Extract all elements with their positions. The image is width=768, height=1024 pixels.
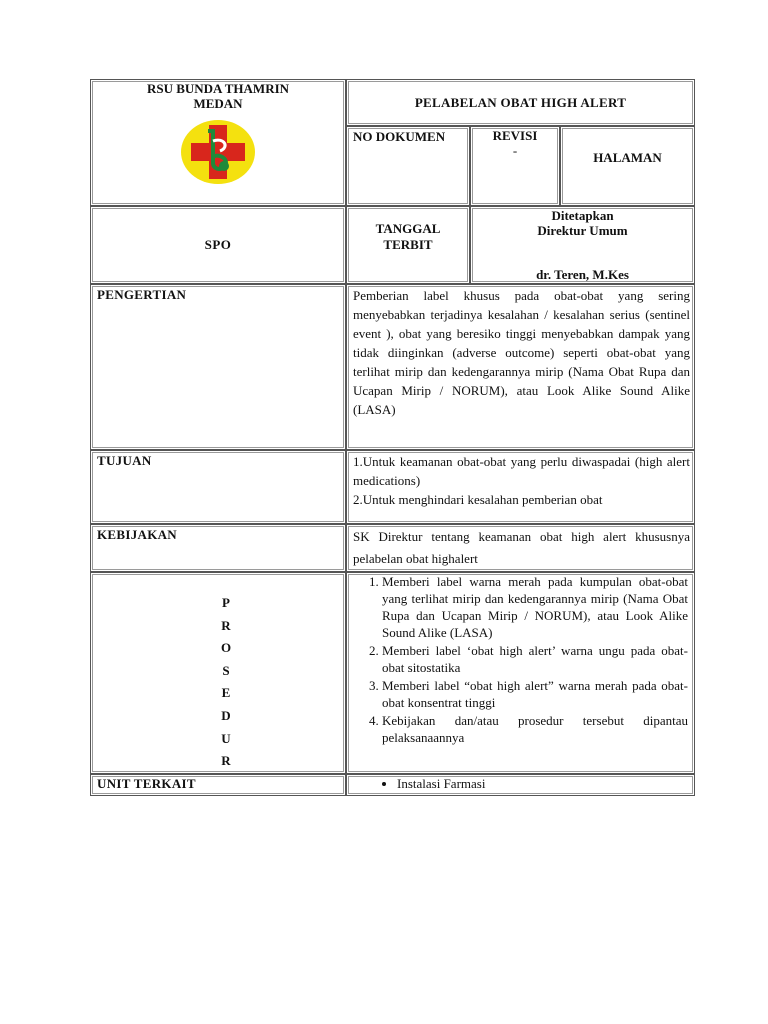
pengertian-label-cell [90, 284, 346, 450]
kebijakan-label-cell [90, 524, 346, 572]
signatory-name: dr. Teren, M.Kes [536, 267, 629, 282]
kebijakan-text: SK Direktur tentang keamanan obat high alert khususnya pelabelan obat highalert [353, 529, 690, 566]
unit-terkait-label: UNIT TERKAIT [97, 775, 196, 791]
unit-terkait-list [347, 775, 694, 793]
hospital-header-cell [90, 79, 346, 206]
tujuan-label-cell [90, 450, 346, 524]
ditetapkan-cell [470, 206, 695, 284]
prosedur-step: 4. Kebijakan dan/atau prosedur tersebut dipantau pelaksanaannya [382, 712, 688, 746]
unit-terkait-cell [346, 774, 695, 796]
document-title-cell [346, 79, 695, 126]
prosedur-steps-cell [346, 572, 695, 774]
tujuan-item-2: 2.Untuk menghindari kesalahan pemberian obat [353, 492, 603, 507]
prosedur-letter: D [221, 707, 231, 723]
unit-terkait-label-cell [90, 774, 346, 796]
tujuan-text-cell [346, 450, 695, 524]
prosedur-step: 3. Memberi label “obat high alert” warna merah pada obat-obat konsentrat tinggi [382, 677, 688, 711]
prosedur-letter: S [222, 662, 230, 678]
kebijakan-label: KEBIJAKAN [97, 527, 177, 542]
hospital-name-line2: MEDAN [193, 96, 243, 111]
prosedur-letter: O [220, 640, 232, 656]
revisi-cell [470, 126, 560, 206]
prosedur-label [91, 573, 345, 773]
pengertian-text-cell [346, 284, 695, 450]
hospital-logo-icon [180, 119, 256, 185]
no-dokumen-cell [346, 126, 470, 206]
hospital-name-line1: RSU BUNDA THAMRIN [146, 81, 290, 96]
ditetapkan-label: Ditetapkan [551, 208, 614, 223]
prosedur-letter: R [221, 753, 231, 769]
prosedur-step: 1. Memberi label warna merah pada kumpulan obat-obat yang terlihat mirip dan kedengarannya mirip (Nama Obat Rupa dan Ucapan Mirip / NORUM), atau Look Alike Sound Alike (LASA) [382, 573, 688, 641]
no-dokumen-label: NO DOKUMEN [353, 129, 446, 144]
prosedur-letter: R [221, 617, 231, 633]
spo-table [90, 79, 695, 796]
tujuan-item-1: 1.Untuk keamanan obat-obat yang perlu diwaspadai (high alert medications) [353, 454, 690, 488]
kebijakan-text-cell [346, 524, 695, 572]
pengertian-text: Pemberian label khusus pada obat-obat yang sering menyebabkan terjadinya kesalahan / kesalahan serius (sentinel event ), obat yang beresiko tinggi menyebabkan dampak yang tidak diinginkan (adverse outcome) seperti obat-obat yang terlihat mirip dan kedengarannya mirip (Nama Obat Rupa dan Ucapan Mirip / NORUM), atau Look Alike Sound Alike (LASA) [353, 288, 690, 417]
tujuan-label: TUJUAN [97, 453, 152, 468]
spo-cell [90, 206, 346, 284]
revisi-label: REVISI [492, 128, 538, 143]
direktur-umum-label: Direktur Umum [537, 223, 628, 238]
terbit-label: TERBIT [383, 237, 433, 252]
document-title: PELABELAN OBAT HIGH ALERT [414, 94, 627, 110]
prosedur-steps [347, 573, 694, 746]
spo-label: SPO [204, 237, 232, 252]
halaman-label: HALAMAN [593, 150, 662, 165]
spo-document [90, 79, 695, 796]
prosedur-letter: U [221, 730, 231, 746]
prosedur-letter: E [221, 685, 231, 701]
prosedur-letter: P [222, 595, 230, 610]
tanggal-label: TANGGAL [375, 221, 441, 236]
tanggal-terbit-cell [346, 206, 470, 284]
unit-terkait-item: • Instalasi Farmasi [397, 775, 694, 793]
revisi-value: - [512, 143, 518, 158]
halaman-cell [560, 126, 695, 206]
pengertian-label: PENGERTIAN [97, 287, 187, 302]
prosedur-label-cell [90, 572, 346, 774]
prosedur-step: 2. Memberi label ‘obat high alert’ warna ungu pada obat-obat sitostatika [382, 642, 688, 676]
